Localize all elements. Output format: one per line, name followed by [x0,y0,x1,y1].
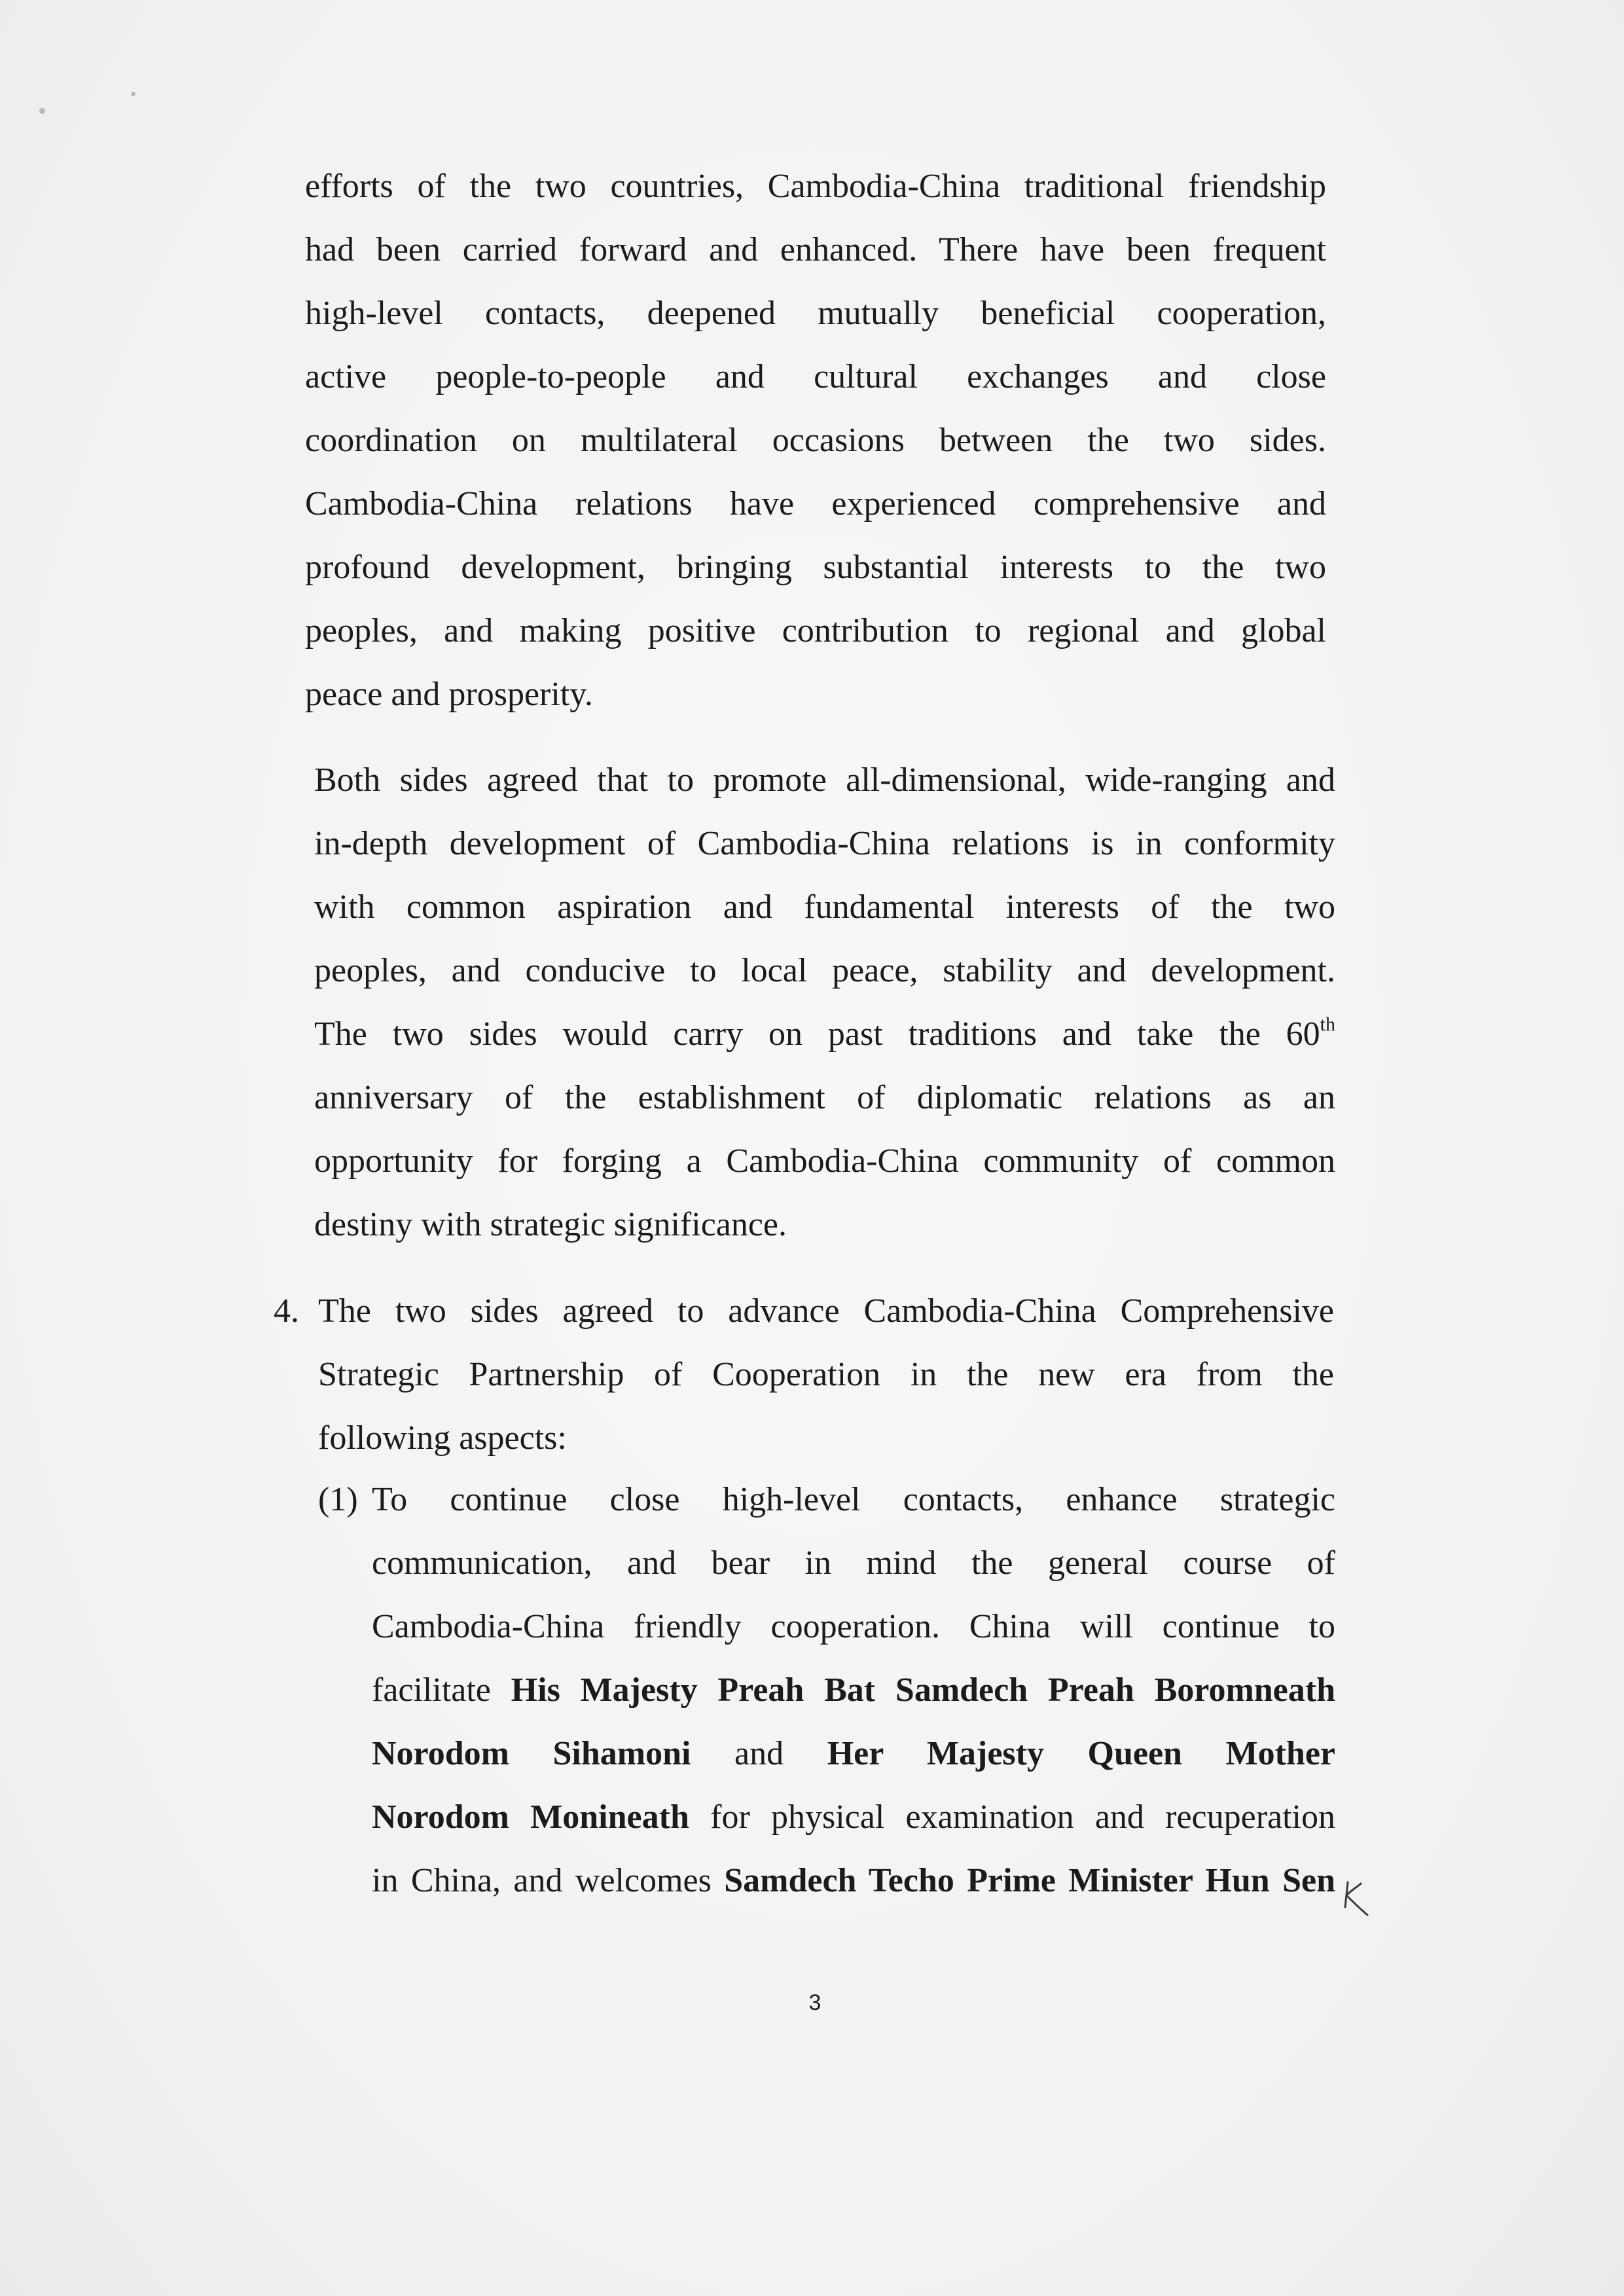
text-line: peoples, and making positive contribution to regional and global [305,612,1326,649]
paragraph-1 [305,155,1326,726]
paragraph-2 [314,748,1335,1256]
text-line: had been carried forward and enhanced. There have been frequent [305,231,1326,268]
text-line [372,1785,1335,1849]
text-line: following aspects: [318,1419,567,1457]
text-segment: for physical examination and recuperation [689,1798,1335,1836]
list-number-sub-1: (1) [318,1481,358,1518]
text-segment: in China, and welcomes [372,1862,725,1899]
text-line: in-depth development of Cambodia-China relations is in conformity [314,825,1335,862]
name-bold: Her Majesty Queen Mother [827,1735,1335,1772]
name-bold: Norodom Monineath [372,1798,689,1836]
text-line: destiny with strategic significance. [314,1206,787,1243]
scan-speck [131,92,135,96]
text-line: Strategic Partnership of Cooperation in the new era from the [318,1356,1334,1393]
text-line: peoples, and conducive to local peace, stability and development. [314,952,1335,989]
superscript: th [1320,1013,1335,1035]
name-bold: Norodom Sihamoni [372,1735,691,1772]
text-line: The two sides agreed to advance Cambodia-China Comprehensive [318,1292,1334,1330]
text-line: profound development, bringing substantial interests to the two [305,549,1326,586]
text-segment: facilitate [372,1671,511,1709]
text-line: active people-to-people and cultural exchanges and close [305,358,1326,395]
scan-speck [39,108,45,114]
text-line: Cambodia-China relations have experienced comprehensive and [305,485,1326,522]
text-line [372,1849,1335,1912]
text-segment: and [691,1735,827,1772]
text-line: Both sides agreed that to promote all-dimensional, wide-ranging and [314,761,1335,799]
text-line: opportunity for forging a Cambodia-China community of common [314,1142,1335,1180]
name-bold: His Majesty Preah Bat Samdech Preah Boromneath [511,1671,1335,1709]
list-number-4: 4. [274,1292,299,1330]
text-line: high-level contacts, deepened mutually beneficial cooperation, [305,295,1326,332]
text-line: coordination on multilateral occasions between the two sides. [305,422,1326,459]
text-line [372,1722,1335,1785]
page-number: 3 [808,1990,821,2015]
text-line [372,1658,1335,1722]
text-line: with common aspiration and fundamental interests of the two [314,888,1335,926]
text-line: peace and prosperity. [305,676,593,713]
text-line: communication, and bear in mind the general course of [372,1544,1335,1582]
list-item-4 [318,1279,1334,1470]
text-segment: The two sides would carry on past traditions and take the 60 [314,1015,1320,1053]
text-line: efforts of the two countries, Cambodia-China traditional friendship [305,168,1326,205]
text-line: anniversary of the establishment of diplomatic relations as an [314,1079,1335,1116]
text-line: To continue close high-level contacts, enhance strategic [372,1481,1335,1518]
handwritten-initial-mark [1339,1876,1378,1922]
list-item-sub-1 [372,1468,1335,1912]
text-line [314,1002,1335,1066]
name-bold: Samdech Techo Prime Minister Hun Sen [724,1862,1335,1899]
text-line: Cambodia-China friendly cooperation. China will continue to [372,1608,1335,1645]
